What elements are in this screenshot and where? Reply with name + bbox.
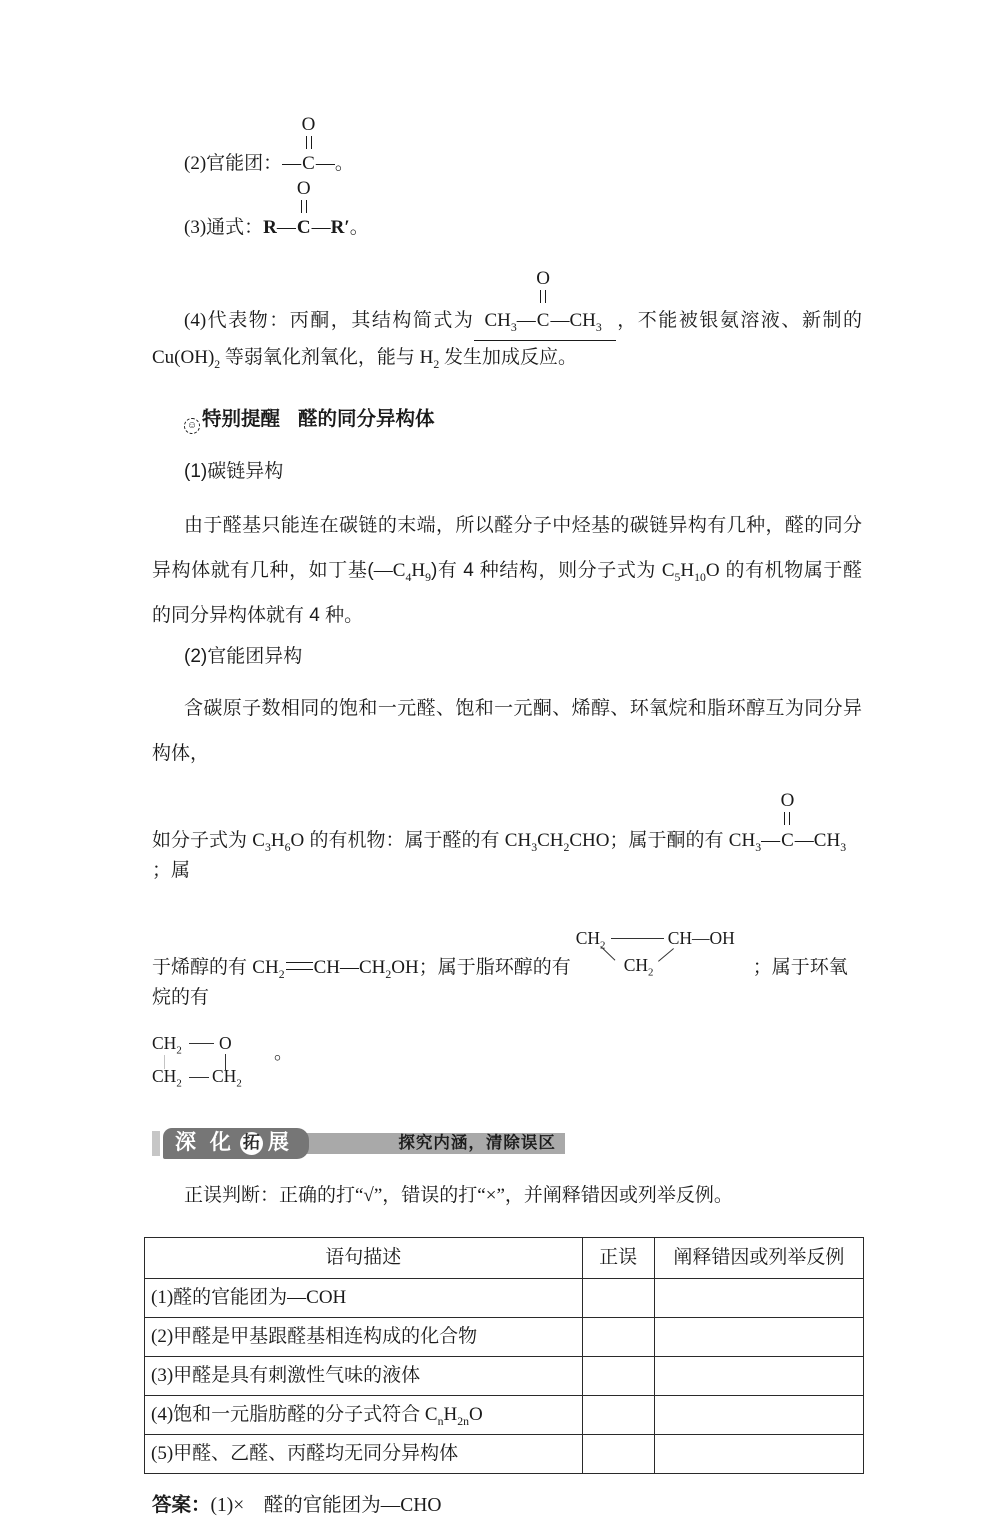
methyl-group: $CH_3$ [728,830,762,854]
ch-oh-group: CH—OH [667,928,735,948]
functional-isomerism-line3 [152,930,862,1013]
period: 。 [334,153,354,174]
bond-line [600,946,615,961]
carbonyl-group [301,114,316,178]
oxetane-line [152,1035,862,1101]
oxygen-atom: O [780,790,795,811]
answer-label: 答案： [152,1494,211,1516]
acetone-structure [728,790,847,854]
statement-cell: (1)醛的官能团为—COH [145,1279,583,1318]
item4-suffix: ，不能被银氨溶液、新制的 $Cu(OH)_2$ [152,310,862,371]
oxygen-atom: O [536,268,550,289]
butyl-formula: $—C_4H_9$ [373,560,431,584]
correctness-cell [582,1279,654,1318]
functional-isomerism-line2 [152,790,862,886]
statement-cell: (5)甲醛、乙醛、丙醛均无同分异构体 [145,1435,583,1474]
badge-circle-icon: 拓 [240,1132,263,1155]
ch2-group: $CH_2$ [152,1033,182,1057]
table-row [145,1318,864,1357]
subheading-functional-isomerism: (2)官能团异构 [184,646,303,667]
badge-text: 深 化 [175,1131,235,1154]
banner-notch [152,1131,160,1156]
explanation-cell [654,1396,863,1435]
oxygen-atom: O [219,1033,232,1053]
methyl-group: $CH_3$ [813,830,847,854]
explanation-cell [654,1435,863,1474]
judgement-table [144,1237,864,1474]
bond-line [189,1077,209,1078]
item2-label: (2)官能团： [184,153,283,174]
chain-isomerism-paragraph [152,503,862,638]
ch2-group: $CH_2$ [212,1066,242,1090]
bond: — [550,310,570,331]
table-row [145,1357,864,1396]
bond: — [794,830,814,851]
para2-text: 的有机物：属于醛的有 [304,830,505,851]
double-bond-icon [306,136,312,149]
carbon-atom: C [302,153,315,174]
correctness-cell [582,1396,654,1435]
para2-text: ；属 [152,860,191,881]
judge-instruction: 正误判断：正确的打“√”，错误的打“×”，并阐释错因或列举反例。 [184,1185,733,1206]
double-bond-icon [301,200,307,213]
carbonyl-group [536,268,551,337]
banner-tagline: 探究内涵，清除误区 [398,1134,556,1152]
bond-line [658,948,674,962]
header-correctness: 正误 [582,1238,654,1279]
double-bond-icon [540,290,546,303]
methyl-group: $CH_3$ [569,310,602,334]
statement-cell: (2)甲醛是甲基跟醛基相连构成的化合物 [145,1318,583,1357]
statement-cell: (4)饱和一元脂肪醛的分子式符合 $C_nH_{2n}O$ [145,1396,583,1435]
table-row [145,1279,864,1318]
bond-line [189,1043,214,1044]
bond: — [282,153,302,174]
answer-text: (1)× 醛的官能团为—CHO [210,1495,442,1516]
bond: — [276,217,296,238]
reminder-title: 醛的同分异构体 [298,408,435,430]
bond: — [516,310,536,331]
badge-text: 展 [267,1131,293,1154]
correctness-cell [582,1435,654,1474]
para2-text: 如分子式为 [152,830,253,851]
banner-badge [163,1128,309,1159]
r-group: R [263,217,277,238]
banner-bar [301,1133,565,1154]
statement-cell: (3)甲醛是具有刺激性气味的液体 [145,1357,583,1396]
double-bond-icon [286,962,313,970]
reminder-label: 特别提醒 [202,408,281,430]
explanation-cell [654,1318,863,1357]
representative-paragraph [152,268,862,374]
oxetane-structure [152,1035,274,1097]
cyclopropanol-structure [576,930,748,982]
functional-isomerism-line1: 含碳原子数相同的饱和一元醛、饱和一元酮、烯醇、环氧烷和脂环醇互为同分异构体， [152,698,862,764]
double-bond-icon [784,812,790,825]
aldehyde-formula: $CH_3CH_2CHO$ [504,830,610,854]
acetone-structure-blank [474,268,615,341]
bond: — [761,830,781,851]
para1-text: 的有机物属于醛的同分异构体就有 4 种。 [152,560,863,626]
bond-line [164,1055,165,1069]
correctness-cell [582,1357,654,1396]
para3-text: 于烯醇的有 [152,957,253,978]
item3-label: (3)通式： [184,217,264,238]
molecular-formula: $C_3H_6O$ [252,830,305,854]
ch2-group: $CH_2$ [252,957,285,981]
allyl-alcohol-formula: $CH—CH_2OH$ [313,957,419,981]
explanation-cell [654,1357,863,1396]
oxygen-atom: O [296,178,311,199]
header-statement: 语句描述 [145,1238,583,1279]
carbon-atom: C [296,217,311,238]
item4-prefix: (4)代表物：丙酮，其结构简式为 [184,310,475,331]
item4-line2: 等弱氧化剂氧化，能与 $H_2$ 发生加成反应。 [224,347,578,371]
bond-line [611,938,664,939]
carbon-atom: C [781,830,794,851]
table-header-row [145,1238,864,1279]
header-explanation: 阐释错因或列举反例 [654,1238,863,1279]
period: 。 [274,1042,294,1064]
carbonyl-group [780,790,795,856]
carbonyl-group [296,178,312,242]
bond: — [311,217,331,238]
para3-text: ；属于脂环醇的有 [418,957,571,978]
ch2-group: $CH_2$ [575,928,606,952]
section-banner [152,1127,862,1159]
ch2-group: $CH_2$ [152,1066,182,1090]
para3-text: ；属于环氧烷的有 [152,957,848,1008]
para1-text: 由于醛基只能连在碳链的末端，所以醛分子中烃基的碳链异构有几种，醛的同分异构体就有几种，如丁基( [152,515,862,581]
table-row [145,1435,864,1474]
para2-text: ；属于酮的有 [609,830,724,851]
carbon-atom: C [536,310,550,331]
methyl-group: $CH_3$ [484,310,517,334]
correctness-cell [582,1318,654,1357]
table-row [145,1396,864,1435]
reminder-sun-icon: ☺ [184,418,200,434]
explanation-cell [654,1279,863,1318]
functional-group-line [152,114,862,178]
ch2-group: $CH_2$ [623,955,654,979]
r-prime-group: R′ [330,217,350,238]
para1-text: )有 4 种结构，则分子式为 [430,560,662,581]
oxygen-atom: O [301,114,316,135]
molecular-formula: $C_5H_{10}O$ [661,560,720,584]
special-reminder-heading [152,404,862,435]
subheading-chain-isomerism: (1)碳链异构 [184,461,284,482]
period: 。 [349,217,369,238]
answer-line [152,1490,862,1521]
bond: — [315,153,335,174]
general-formula-line [152,178,862,242]
